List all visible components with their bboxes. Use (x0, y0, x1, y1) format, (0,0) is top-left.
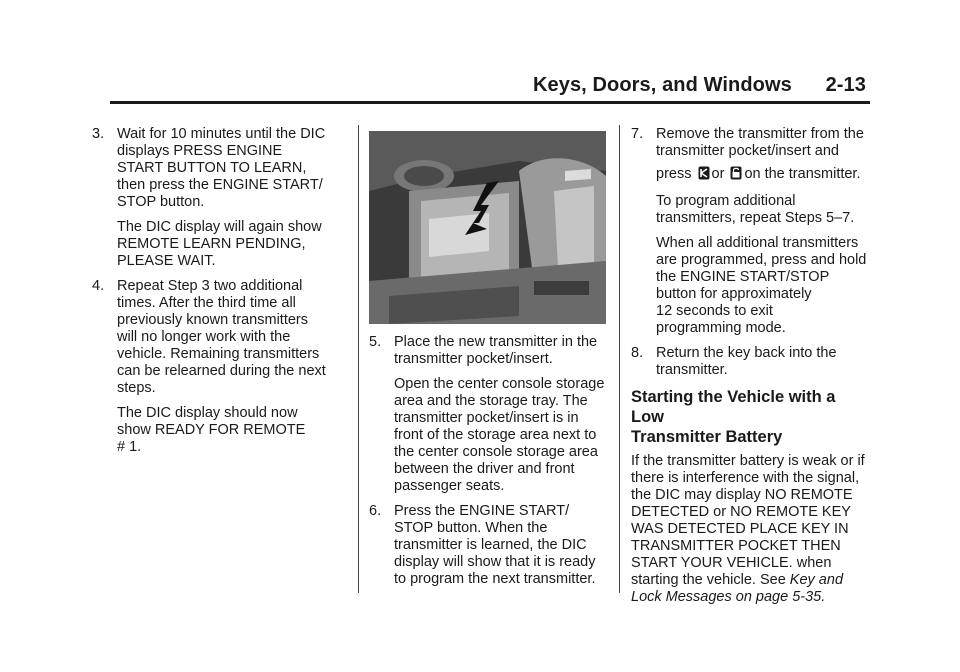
remote-start-icon (698, 166, 710, 185)
text-fragment: on the transmitter. (744, 166, 861, 182)
text-line: the center console storage area (394, 444, 598, 460)
text-line: WAS DETECTED PLACE KEY IN (631, 521, 849, 537)
header-rule (110, 101, 870, 104)
text-line: When all additional transmitters (656, 235, 859, 251)
text-line: START YOUR VEHICLE. when (631, 555, 832, 571)
text-line: are programmed, press and hold (656, 252, 867, 268)
step-text (656, 345, 871, 379)
step-5-note (369, 376, 614, 495)
step-text (117, 126, 352, 211)
text-line (631, 589, 871, 606)
page-header (0, 74, 866, 97)
text-line: 12 seconds to exit (656, 303, 773, 319)
text-line: Return the key back into the (656, 345, 837, 361)
step-text (394, 503, 614, 588)
text-line: STOP button. When the (394, 520, 548, 536)
text-line: the ENGINE START/STOP (656, 269, 830, 285)
text-line: there is interference with the signal, (631, 470, 860, 486)
step-number: 8. (631, 345, 644, 361)
step-6 (369, 503, 614, 588)
step-number: 3. (92, 126, 105, 142)
text-fragment: or (711, 166, 725, 182)
text-line: To program additional (656, 193, 796, 209)
section-title: Keys, Doors, and Windows (532, 74, 792, 96)
text-line: Press the ENGINE START/ (394, 503, 570, 519)
text-line: passenger seats. (394, 478, 505, 494)
step-8 (631, 345, 871, 379)
text-line: Place the new transmitter in the (394, 334, 598, 350)
console-transmitter-pocket-photo (369, 131, 606, 324)
step-3-note (92, 219, 352, 270)
text-line: then press the ENGINE START/ (117, 177, 323, 193)
cross-reference-link[interactable]: Lock Messages on page 5-35. (631, 589, 826, 605)
text-line: transmitter pocket/insert and (656, 143, 839, 159)
step-3 (92, 126, 352, 211)
column-1 (92, 126, 352, 464)
step-number: 6. (369, 503, 382, 519)
text-line: Remove the transmitter from the (656, 126, 864, 142)
step-7-note-1 (631, 193, 871, 227)
text-line: transmitters, repeat Steps 5–7. (656, 210, 855, 226)
text-line: START BUTTON TO LEARN, (117, 160, 307, 176)
text-line: REMOTE LEARN PENDING, (117, 236, 306, 252)
text-line: If the transmitter battery is weak or if (631, 453, 865, 469)
text-line: previously known transmitters (117, 312, 308, 328)
text-line: Repeat Step 3 two additional (117, 278, 303, 294)
text-line: display will show that it is ready (394, 554, 596, 570)
text-line: Wait for 10 minutes until the DIC (117, 126, 326, 142)
step-text (656, 126, 871, 185)
step-number: 7. (631, 126, 644, 142)
column-2 (369, 126, 614, 596)
text-line: steps. (117, 380, 156, 396)
text-line: # 1. (117, 439, 142, 455)
heading-line: Transmitter Battery (631, 428, 783, 446)
unlock-icon (730, 166, 742, 185)
text-fragment: starting the vehicle. See (631, 572, 786, 588)
text-fragment: press (656, 166, 692, 182)
step-text (394, 334, 614, 368)
text-line: displays PRESS ENGINE (117, 143, 283, 159)
text-line: vehicle. Remaining transmitters (117, 346, 320, 362)
column-divider-1 (358, 125, 359, 593)
text-line: times. After the third time all (117, 295, 296, 311)
step-5 (369, 334, 614, 368)
text-line: will no longer work with the (117, 329, 291, 345)
text-line: Open the center console storage (394, 376, 605, 392)
text-line: STOP button. (117, 194, 205, 210)
step-number: 5. (369, 334, 382, 350)
text-line: transmitter is learned, the DIC (394, 537, 587, 553)
text-line: PLEASE WAIT. (117, 253, 216, 269)
text-line: button for approximately (656, 286, 812, 302)
text-line: DETECTED or NO REMOTE KEY (631, 504, 851, 520)
step-4 (92, 278, 352, 397)
text-line: The DIC display should now (117, 405, 298, 421)
text-line: programming mode. (656, 320, 786, 336)
column-divider-2 (619, 125, 620, 593)
cross-reference-link[interactable]: Key and (789, 572, 844, 588)
text-line: transmitter pocket/insert is in (394, 410, 579, 426)
page-number: 2-13 (825, 74, 866, 96)
step-7 (631, 126, 871, 185)
text-line: transmitter. (656, 362, 728, 378)
text-line: area and the storage tray. The (394, 393, 588, 409)
step-7-note-2 (631, 235, 871, 337)
step-4-note (92, 405, 352, 456)
step-number: 4. (92, 278, 105, 294)
text-line-with-icons (656, 166, 871, 185)
column-3 (631, 126, 871, 614)
text-line: TRANSMITTER POCKET THEN (631, 538, 841, 554)
text-line: transmitter pocket/insert. (394, 351, 553, 367)
heading-line: Starting the Vehicle with a Low (631, 388, 836, 426)
text-line: between the driver and front (394, 461, 575, 477)
console-illustration (369, 131, 606, 324)
low-battery-paragraph (631, 453, 871, 606)
text-line: the DIC may display NO REMOTE (631, 487, 853, 503)
step-text (117, 278, 352, 397)
text-line: The DIC display will again show (117, 219, 322, 235)
text-line (631, 572, 871, 589)
text-line: front of the storage area next to (394, 427, 597, 443)
text-line: can be relearned during the next (117, 363, 326, 379)
section-heading (631, 387, 871, 447)
text-line: show READY FOR REMOTE (117, 422, 306, 438)
text-line: to program the next transmitter. (394, 571, 596, 587)
